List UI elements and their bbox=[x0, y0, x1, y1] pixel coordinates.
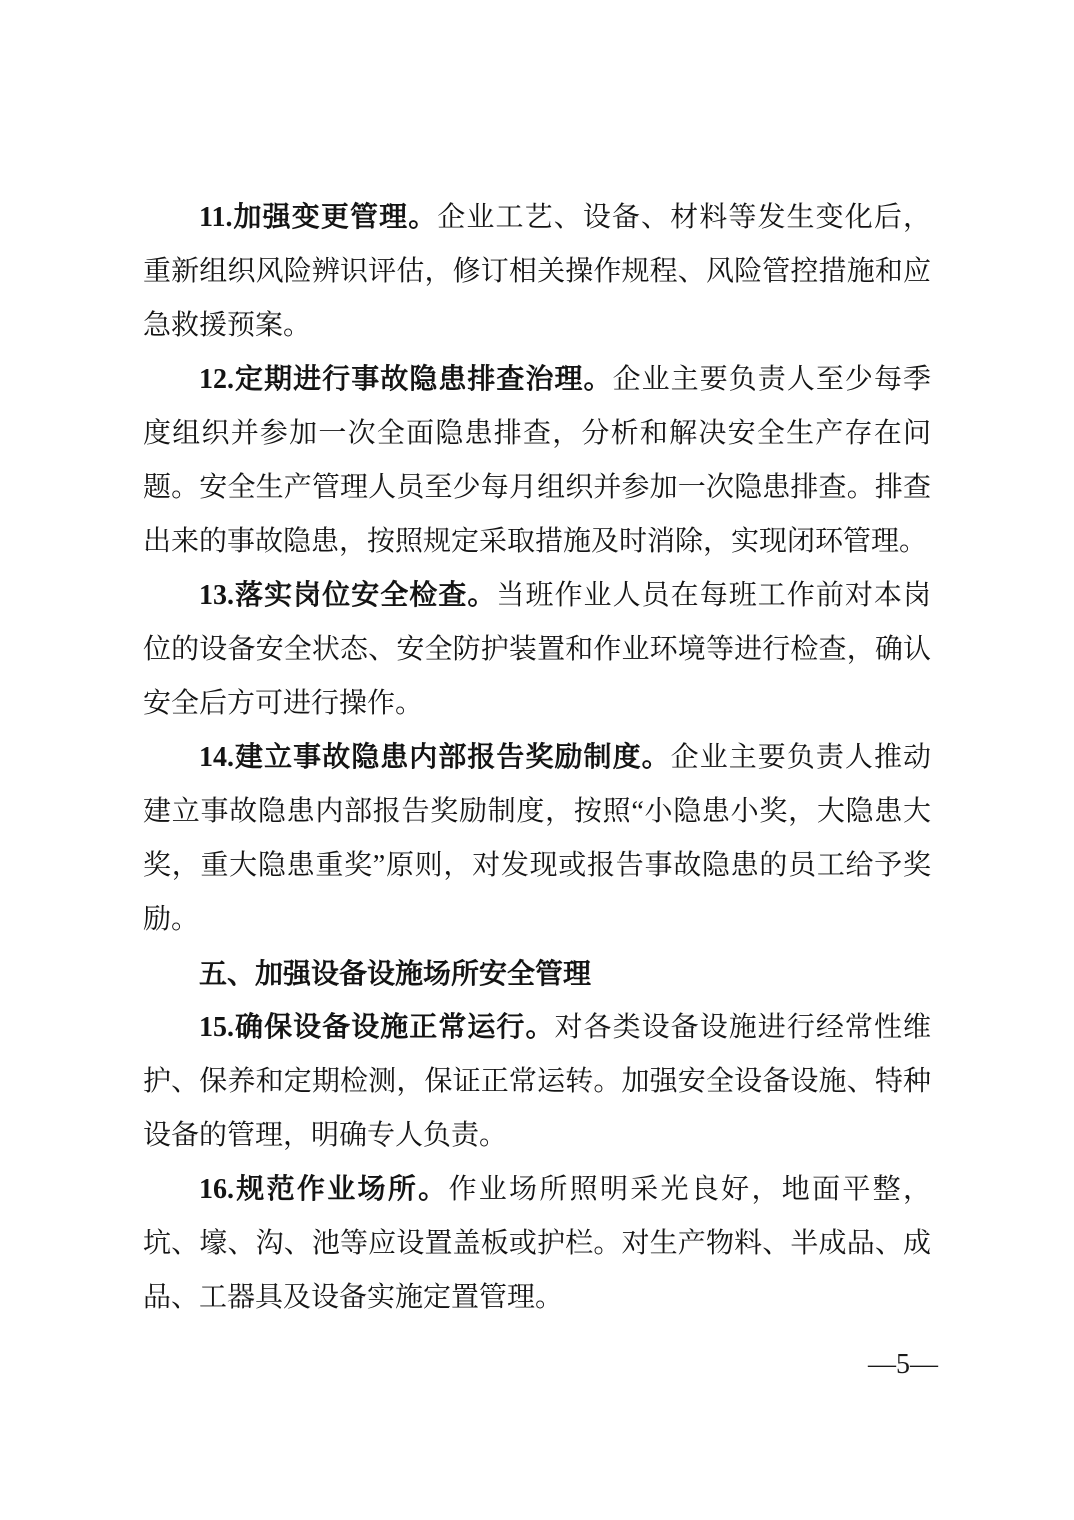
paragraph-item-16-body: 作业场所照明采光良好，地面平整，坑、壕、沟、池等应设置盖板或护栏。对生产物料、半成品、成品、工器具及设备实施定置管理。 bbox=[143, 1174, 931, 1313]
paragraph-item-12-body: 企业主要负责人至少每季度组织并参加一次全面隐患排查，分析和解决安全生产存在问题。安全生产管理人员至少每月组织并参加一次隐患排查。排查出来的事故隐患，按照规定采取措施及时消除，实现闭环管理。 bbox=[143, 364, 931, 557]
paragraph-item-16 bbox=[143, 1163, 931, 1325]
document-content bbox=[143, 191, 931, 1325]
paragraph-item-13 bbox=[143, 569, 931, 731]
paragraph-item-16-lead: 16.规范作业场所。 bbox=[199, 1174, 449, 1205]
paragraph-item-11-lead: 11.加强变更管理。 bbox=[199, 202, 438, 233]
paragraph-item-13-lead: 13.落实岗位安全检查。 bbox=[199, 580, 497, 611]
paragraph-item-15-lead: 15.确保设备设施正常运行。 bbox=[199, 1012, 555, 1043]
paragraph-item-11 bbox=[143, 191, 931, 353]
paragraph-item-15 bbox=[143, 1001, 931, 1163]
paragraph-item-13-body: 当班作业人员在每班工作前对本岗位的设备安全状态、安全防护装置和作业环境等进行检查，确认安全后方可进行操作。 bbox=[143, 580, 931, 719]
paragraph-item-15-body: 对各类设备设施进行经常性维护、保养和定期检测，保证正常运转。加强安全设备设施、特种设备的管理，明确专人负责。 bbox=[143, 1012, 931, 1151]
paragraph-item-11-body: 企业工艺、设备、材料等发生变化后，重新组织风险辨识评估，修订相关操作规程、风险管控措施和应急救援预案。 bbox=[143, 202, 931, 341]
page-number: —5— bbox=[868, 1349, 938, 1380]
paragraph-item-12-lead: 12.定期进行事故隐患排查治理。 bbox=[199, 364, 613, 395]
paragraph-item-14-lead: 14.建立事故隐患内部报告奖励制度。 bbox=[199, 742, 671, 773]
section-heading-5: 五、加强设备设施场所安全管理 bbox=[199, 958, 592, 989]
paragraph-item-14-body: 企业主要负责人推动建立事故隐患内部报告奖励制度，按照“小隐患小奖，大隐患大奖，重大隐患重奖”原则，对发现或报告事故隐患的员工给予奖励。 bbox=[143, 742, 931, 935]
paragraph-item-14 bbox=[143, 731, 931, 947]
paragraph-item-12 bbox=[143, 353, 931, 569]
